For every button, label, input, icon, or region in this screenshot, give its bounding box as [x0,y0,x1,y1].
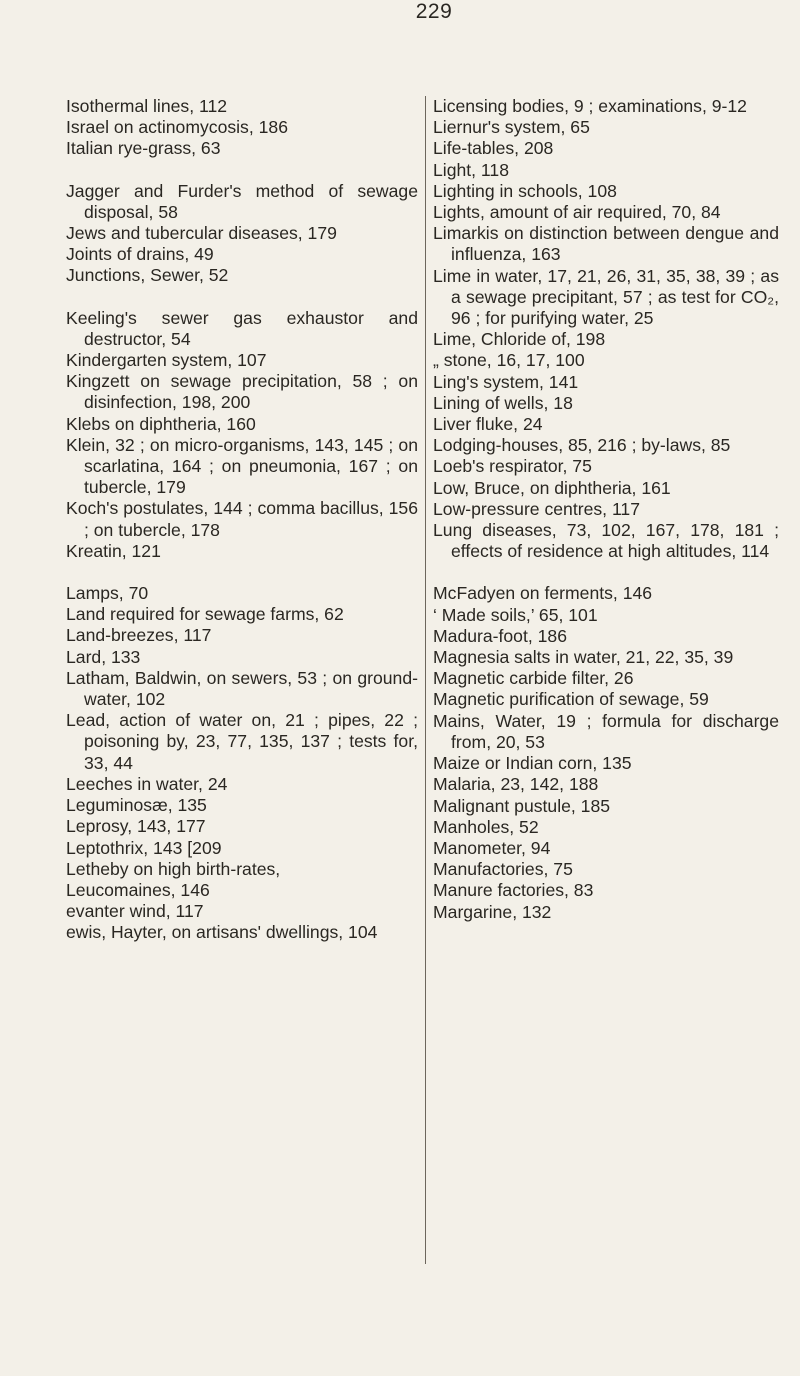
index-entry: Junctions, Sewer, 52 [66,265,229,286]
index-entry: Low, Bruce, on diphtheria, 161 [433,477,671,498]
index-column-left [66,96,418,944]
index-entry: Malignant pustule, 185 [433,795,611,816]
index-entry: Lard, 133 [66,646,141,667]
index-entry: Klebs on diphtheria, 160 [66,413,256,434]
index-entry: Land required for sewage farms, 62 [66,604,344,625]
index-entry: Koch's postulates, 144 ; comma bacillus, 156 ; on tubercle, 178 [66,498,418,540]
index-entry: Magnesia salts in water, 21, 22, 35, 39 [433,647,734,668]
index-entry: Lime in water, 17, 21, 26, 31, 35, 38, 39 ; as a sewage precipitant, 57 ; as test for CO₂, 96 ; for purifying water, 25 [433,265,779,329]
index-entry: evanter wind, 117 [66,901,204,922]
index-entry: McFadyen on ferments, 146 [433,583,653,604]
index-entry: Leptothrix, 143 [209 [66,837,222,858]
index-entry: Keeling's sewer gas exhaustor and destructor, 54 [66,307,418,349]
index-entry: Leprosy, 143, 177 [66,816,206,837]
index-entry: Maize or Indian corn, 135 [433,753,632,774]
index-entry: Klein, 32 ; on micro-organisms, 143, 145 ; on scarlatina, 164 ; on pneumonia, 167 ; on tubercle, 179 [66,434,418,498]
index-entry: Magnetic purification of sewage, 59 [433,689,709,710]
index-entry: Lung diseases, 73, 102, 167, 178, 181 ; effects of residence at high altitudes, 114 [433,520,779,562]
index-entry: Lining of wells, 18 [433,392,573,413]
index-entry: ewis, Hayter, on artisans' dwellings, 104 [66,922,378,943]
index-entry: Margarine, 132 [433,901,552,922]
index-entry: Lime, Chloride of, 198 [433,329,606,350]
column-divider [425,96,426,1264]
index-entry: Leeches in water, 24 [66,773,228,794]
index-entry: Manometer, 94 [433,837,551,858]
index-entry: Lead, action of water on, 21 ; pipes, 22 ; poisoning by, 23, 77, 135, 137 ; tests for, 33, 44 [66,710,418,773]
index-entry: Low-pressure centres, 117 [433,498,640,519]
index-entry: Latham, Baldwin, on sewers, 53 ; on ground-water, 102 [66,667,418,710]
index-entry: Lodging-houses, 85, 216 ; by-laws, 85 [433,435,731,456]
index-entry: Manufactories, 75 [433,859,573,880]
index-entry: Joints of drains, 49 [66,244,214,265]
index-entry: Madura-foot, 186 [433,625,567,646]
index-entry: Leucomaines, 146 [66,879,210,900]
page-number: 229 [415,0,453,23]
index-entry: Israel on actinomycosis, 186 [66,117,288,138]
index-entry: Licensing bodies, 9 ; examinations, 9-12 [433,96,747,116]
index-entry: Manholes, 52 [433,816,539,837]
index-entry: Limarkis on distinction between dengue and influenza, 163 [433,223,779,265]
index-entry: Kingzett on sewage precipitation, 58 ; on disinfection, 198, 200 [66,371,418,413]
index-entry: ‘ Made soils,’ 65, 101 [433,604,598,625]
index-entry: Land-breezes, 117 [66,625,212,646]
index-entry: Letheby on high birth-rates, [66,858,281,879]
index-entry: Liver fluke, 24 [433,414,543,435]
index-entry: Italian rye-grass, 63 [66,138,221,159]
index-column-right [433,96,779,923]
index-entry: Lights, amount of air required, 70, 84 [433,202,721,223]
index-entry: Life-tables, 208 [433,138,554,159]
index-entry: Lighting in schools, 108 [433,180,617,201]
index-entry: Manure factories, 83 [433,880,594,901]
index-entry: Lamps, 70 [66,583,149,604]
index-entry: Jews and tubercular diseases, 179 [66,223,337,244]
index-entry: Mains, Water, 19 ; formula for discharge from, 20, 53 [433,710,779,752]
index-entry: Kreatin, 121 [66,540,161,561]
index-entry: Light, 118 [433,159,509,180]
index-entry: Leguminosæ, 135 [66,795,207,816]
index-entry: Loeb's respirator, 75 [433,456,592,477]
index-entry: Kindergarten system, 107 [66,350,267,371]
index-entry: „ stone, 16, 17, 100 [433,350,585,371]
index-entry: Magnetic carbide filter, 26 [433,668,634,689]
index-entry: Liernur's system, 65 [433,117,590,138]
index-entry: Malaria, 23, 142, 188 [433,774,599,795]
index-entry: Jagger and Furder's method of sewage disposal, 58 [66,180,418,222]
index-entry: Isothermal lines, 112 [66,96,228,116]
index-entry: Ling's system, 141 [433,371,579,392]
